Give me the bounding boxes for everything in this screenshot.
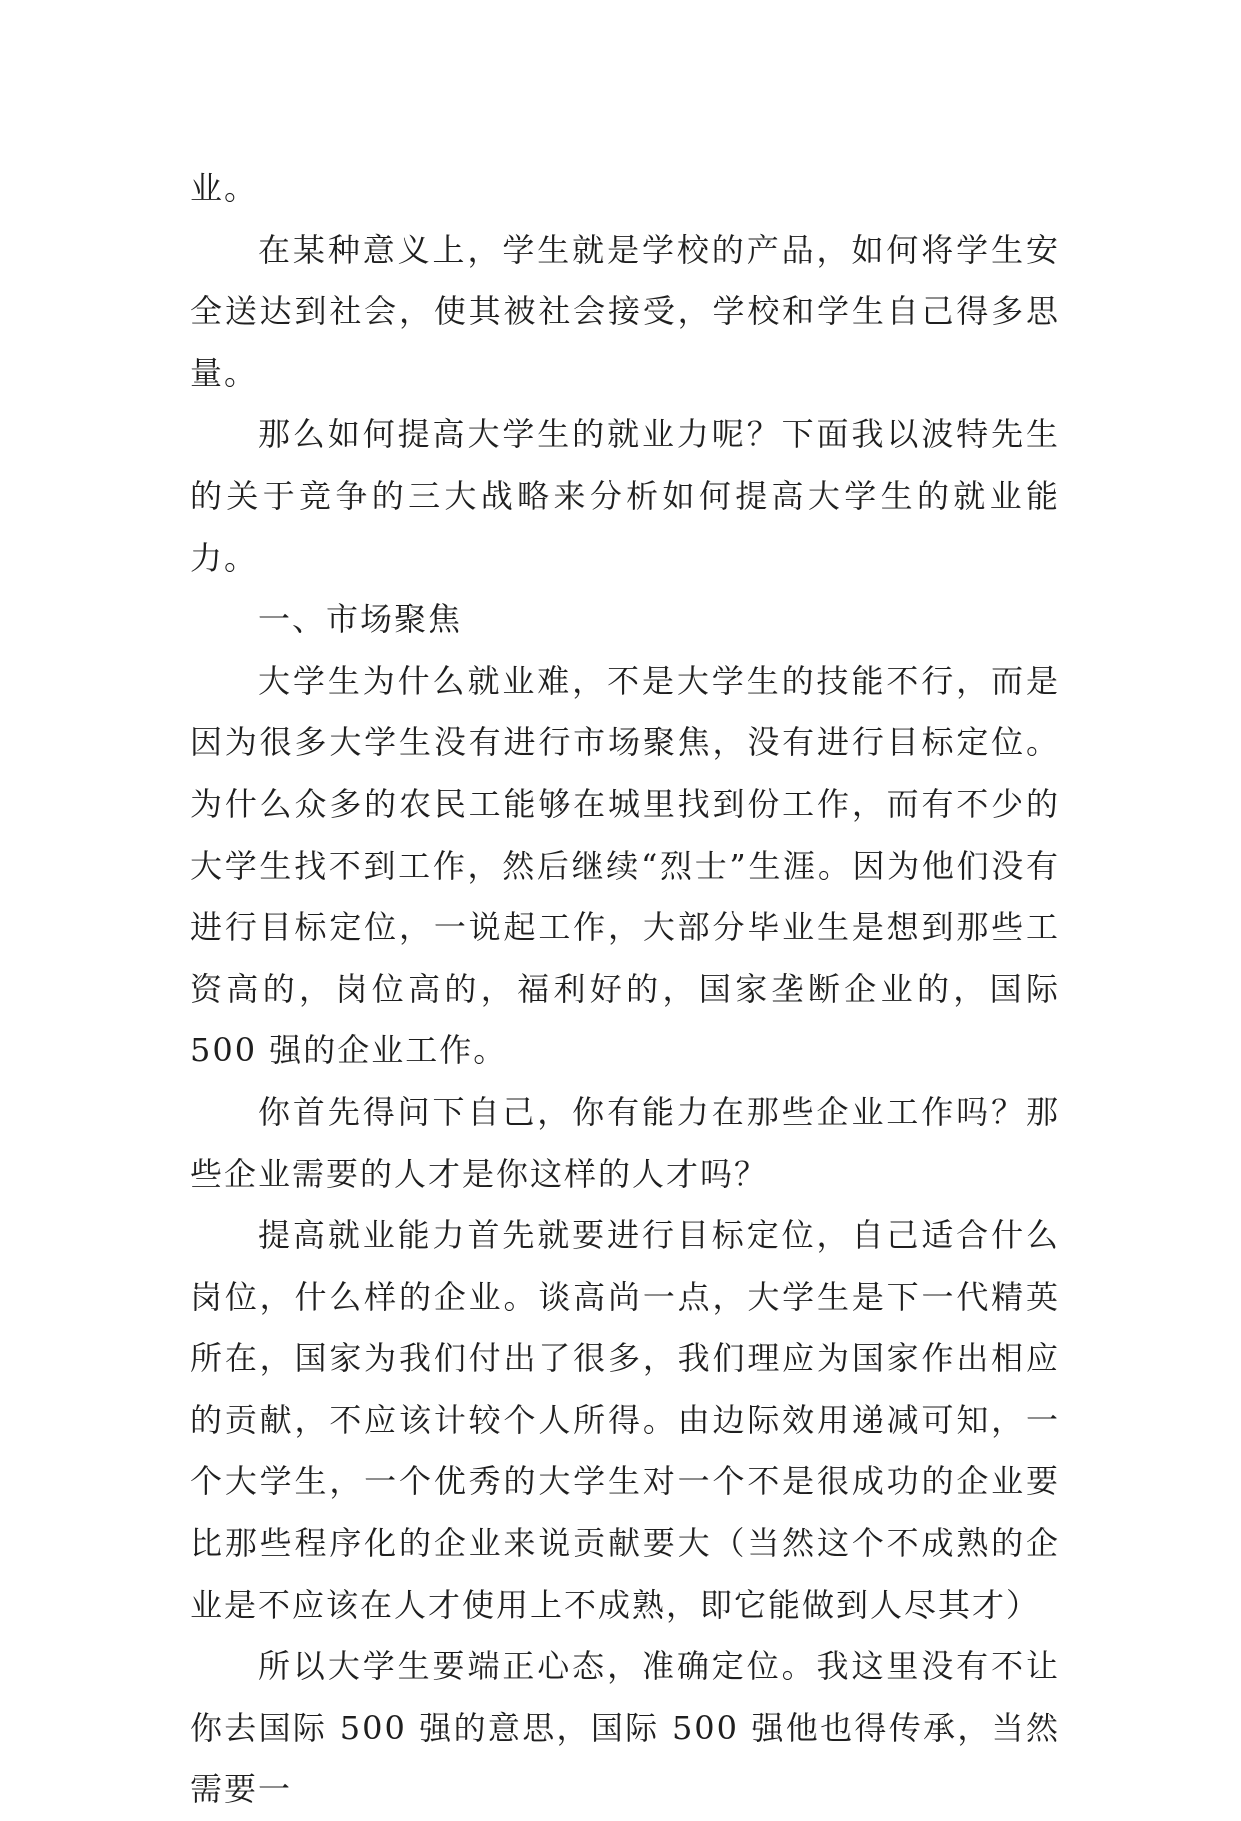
paragraph-2: 在某种意义上，学生就是学校的产品，如何将学生安全送达到社会，使其被社会接受，学校和学生自己得多思量。 [190,230,1060,392]
paragraph-6: 提高就业能力首先就要进行目标定位，自己适合什么岗位，什么样的企业。谈高尚一点，大学生是下一代精英所在，国家为我们付出了很多，我们理应为国家作出相应的贡献，不应该计较个人所得。由边际效用递减可知，一个大学生，一个优秀的大学生对一个不是很成功的企业要比那些程序化的企业来说贡献要大（当然这个不成熟的企业是不应该在人才使用上不成熟，即它能做到人尽其才） [190,1216,1060,1624]
paragraph-1: 业。 [190,169,259,207]
document-body [190,158,1060,1821]
paragraph-4: 大学生为什么就业难，不是大学生的技能不行，而是因为很多大学生没有进行市场聚焦，没有进行目标定位。为什么众多的农民工能够在城里找到份工作，而有不少的大学生找不到工作，然后继续“烈士”生涯。因为他们没有进行目标定位，一说起工作，大部分毕业生是想到那些工资高的，岗位高的，福利好的，国家垄断企业的，国际 500 强的企业工作。 [190,661,1060,1070]
section-heading: 一、市场聚焦 [258,600,463,639]
paragraph-5: 你首先得问下自己，你有能力在那些企业工作吗？那些企业需要的人才是你这样的人才吗？ [190,1092,1060,1193]
paragraph-7: 所以大学生要端正心态，准确定位。我这里没有不让你去国际 500 强的意思，国际 500 强他也得传承，当然需要一 [190,1647,1060,1809]
paragraph-3: 那么如何提高大学生的就业力呢？下面我以波特先生的关于竞争的三大战略来分析如何提高大学生的就业能力。 [190,415,1060,577]
